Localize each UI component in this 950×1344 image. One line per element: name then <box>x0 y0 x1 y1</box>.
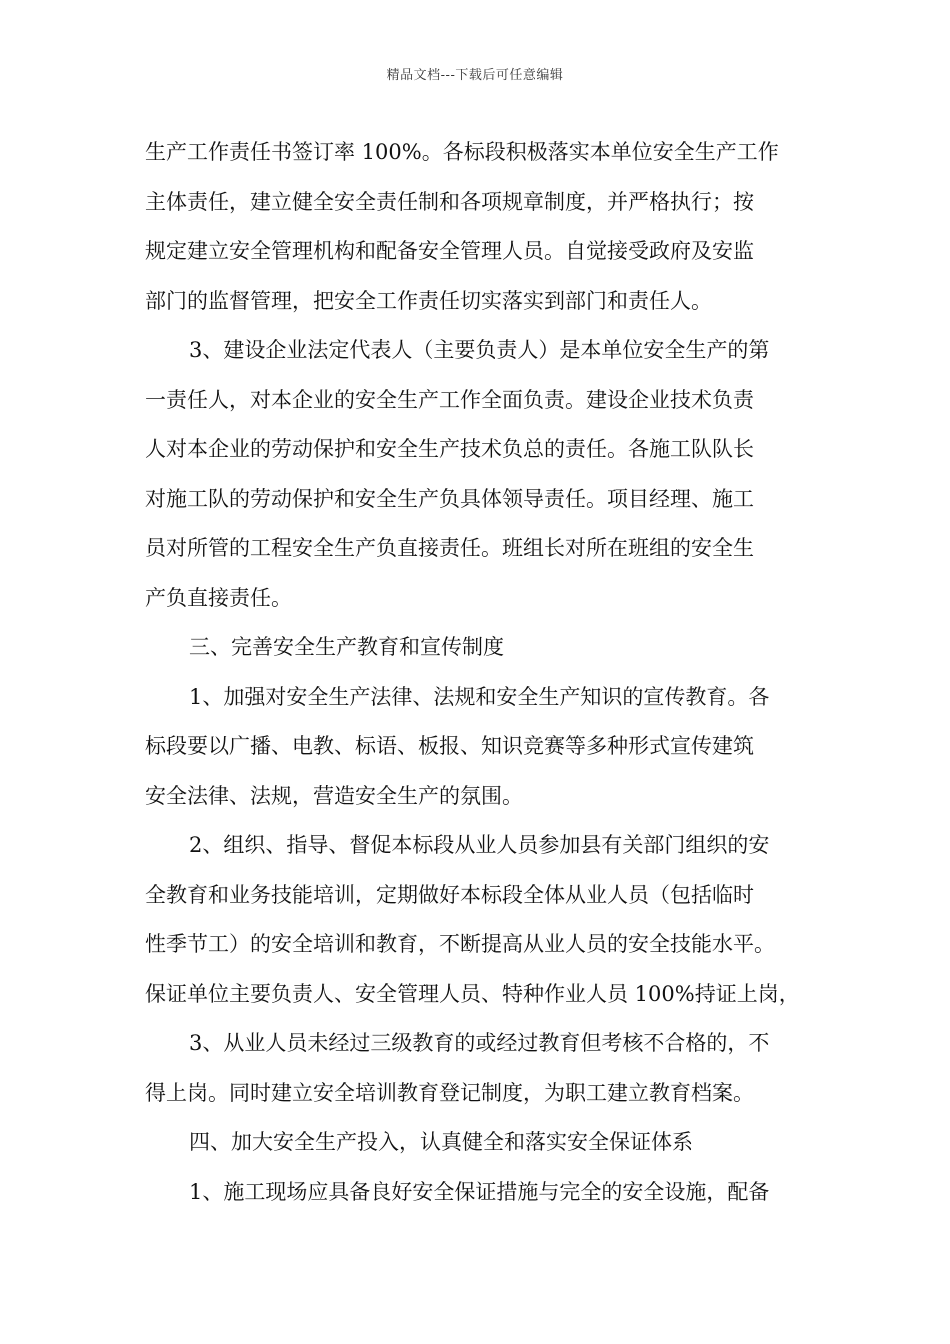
paragraph-start: 2、组织、指导、督促本标段从业人员参加县有关部门组织的安 <box>189 833 770 857</box>
paragraph-start: 3、从业人员未经过三级教育的或经过教育但考核不合格的，不 <box>189 1031 770 1055</box>
text-line: 对施工队的劳动保护和安全生产负具体领导责任。项目经理、施工 <box>145 486 754 511</box>
text-line: 性季节工）的安全培训和教育，不断提高从业人员的安全技能水平。 <box>145 932 775 956</box>
text-line: 全教育和业务技能培训，定期做好本标段全体从业人员（包括临时 <box>145 882 754 907</box>
text-line: 员对所管的工程安全生产负直接责任。班组长对所在班组的安全生 <box>145 536 754 560</box>
text-line: 标段要以广播、电教、标语、板报、知识竞赛等多种形式宣传建筑 <box>145 734 754 758</box>
text-line: 产负直接责任。 <box>145 585 292 610</box>
text-line: 得上岗。同时建立安全培训教育登记制度，为职工建立教育档案。 <box>145 1080 754 1105</box>
text-line: 部门的监督管理，把安全工作责任切实落实到部门和责任人。 <box>145 288 712 313</box>
text-line: 规定建立安全管理机构和配备安全管理人员。自觉接受政府及安监 <box>145 239 754 263</box>
section-heading: 四、加大安全生产投入，认真健全和落实安全保证体系 <box>189 1130 693 1154</box>
text-line: 保证单位主要负责人、安全管理人员、特种作业人员 100%持证上岗， <box>145 981 800 1006</box>
text-line: 一责任人，对本企业的安全生产工作全面负责。建设企业技术负责 <box>145 387 754 412</box>
page-header: 精品文档---下载后可任意编辑 <box>386 68 564 83</box>
paragraph-start: 3、建设企业法定代表人（主要负责人）是本单位安全生产的第 <box>189 338 770 362</box>
paragraph-start: 1、加强对安全生产法律、法规和安全生产知识的宣传教育。各 <box>189 684 770 709</box>
text-line: 主体责任，建立健全安全责任制和各项规章制度，并严格执行；按 <box>145 189 754 214</box>
document-body <box>145 128 810 1217</box>
paragraph-start: 1、施工现场应具备良好安全保证措施与完全的安全设施，配备 <box>189 1179 770 1204</box>
text-line: 生产工作责任书签订率 100%。各标段积极落实本单位安全生产工作 <box>145 140 779 164</box>
text-line: 安全法律、法规，营造安全生产的氛围。 <box>145 783 523 808</box>
text-line: 人对本企业的劳动保护和安全生产技术负总的责任。各施工队队长 <box>145 437 754 461</box>
section-heading: 三、完善安全生产教育和宣传制度 <box>189 635 504 659</box>
